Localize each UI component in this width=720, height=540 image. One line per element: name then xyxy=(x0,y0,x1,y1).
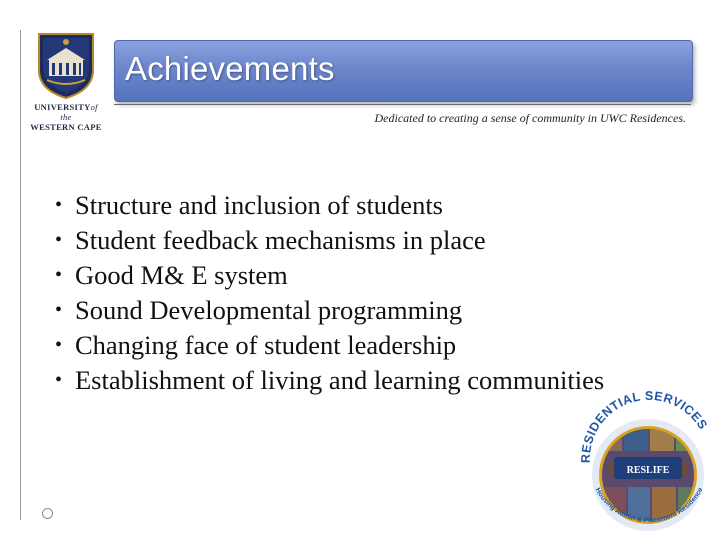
badge-top-text: RESIDENTIAL SERVICES xyxy=(578,388,711,464)
bullet-icon: • xyxy=(55,334,63,356)
badge-bottom-text: Housing Admin & Placement Residence xyxy=(593,486,705,525)
uwc-crest-icon xyxy=(33,30,99,100)
badge-center-text: RESLIFE xyxy=(626,465,670,476)
achievements-list xyxy=(55,188,655,398)
title-banner xyxy=(114,40,693,102)
uwc-logo xyxy=(28,30,104,132)
reslife-logo-icon xyxy=(578,385,718,535)
slide-title: Achievements xyxy=(125,50,335,87)
bullet-icon: • xyxy=(55,229,63,251)
bullet-icon: • xyxy=(55,264,63,286)
residential-services-badge xyxy=(578,385,718,535)
list-item: • Changing face of student leadership xyxy=(55,328,655,363)
list-item: • Sound Developmental programming xyxy=(55,293,655,328)
tagline: Dedicated to creating a sense of community in UWC Residences. xyxy=(374,111,686,125)
bullet-icon: • xyxy=(55,299,63,321)
university-name: UNIVERSITYof the WESTERN CAPE xyxy=(30,102,102,132)
slide-corner-dot xyxy=(42,508,53,519)
bullet-icon: • xyxy=(55,369,63,391)
left-vertical-rule xyxy=(20,30,21,520)
list-item: • Establishment of living and learning communities xyxy=(55,363,655,398)
list-item: • Good M& E system xyxy=(55,258,655,293)
list-item: • Student feedback mechanisms in place xyxy=(55,223,655,258)
bullet-icon: • xyxy=(55,194,63,216)
header-divider xyxy=(114,104,691,105)
list-item: • Structure and inclusion of students xyxy=(55,188,655,223)
